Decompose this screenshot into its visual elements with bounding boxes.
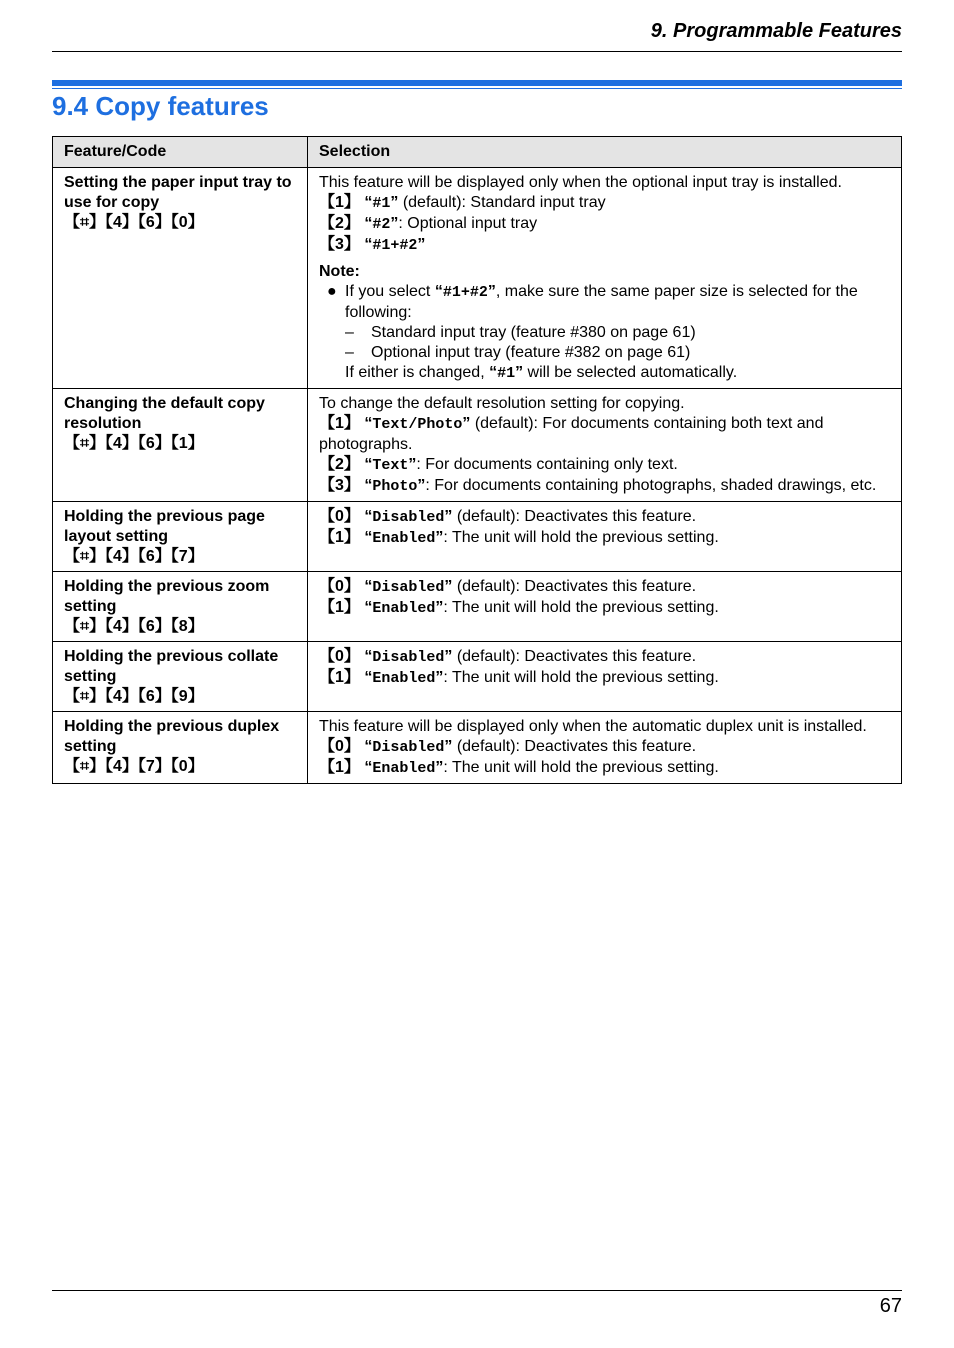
note-tail xyxy=(345,363,891,384)
option-desc: : The unit will hold the previous setting. xyxy=(443,759,719,776)
quote-close: ” xyxy=(390,194,399,211)
option-desc: : Optional input tray xyxy=(398,215,538,232)
column-header-selection: Selection xyxy=(308,137,902,168)
tail-pre: If either is changed, xyxy=(345,364,490,381)
quote-close: ” xyxy=(444,738,453,755)
option-key: 【0】 xyxy=(319,578,360,595)
quote-open: “ xyxy=(364,236,373,253)
option-key: 【0】 xyxy=(319,738,360,755)
option-value: #1+#2 xyxy=(372,237,418,254)
option-line xyxy=(319,414,891,455)
option-value: Disabled xyxy=(372,579,445,596)
option-desc: (default): Standard input tray xyxy=(398,194,606,211)
selection-cell xyxy=(308,168,902,389)
quote-close: ” xyxy=(435,669,444,686)
table-header-row xyxy=(53,137,902,168)
option-key: 【1】 xyxy=(319,529,360,546)
page-number: 67 xyxy=(879,1295,902,1317)
feature-code: 【⌗】【4】【7】【0】 xyxy=(64,758,204,775)
option-desc: (default): Deactivates this feature. xyxy=(452,508,697,525)
option-desc: (default): For documents containing both text and photographs. xyxy=(319,415,824,453)
feature-code: 【⌗】【4】【6】【0】 xyxy=(64,214,204,231)
table-row xyxy=(53,712,902,784)
option-key: 【0】 xyxy=(319,508,360,525)
option-line xyxy=(319,455,891,476)
option-value: #1 xyxy=(372,195,391,212)
quote-open: “ xyxy=(364,599,373,616)
table-row xyxy=(53,502,902,572)
note-bullet xyxy=(319,282,891,384)
option-desc: (default): Deactivates this feature. xyxy=(452,648,697,665)
option-line xyxy=(319,598,891,619)
dash-text: Standard input tray (feature #380 on page 61) xyxy=(371,324,696,341)
quote-close: ” xyxy=(435,599,444,616)
quote-open: “ xyxy=(364,738,373,755)
quote-open: “ xyxy=(364,415,373,432)
copy-features-table xyxy=(52,136,902,784)
option-desc: : For documents containing photographs, shaded drawings, etc. xyxy=(425,477,877,494)
option-value: Photo xyxy=(372,478,418,495)
option-value: Text/Photo xyxy=(372,416,463,433)
option-line xyxy=(319,577,891,598)
quote-open: “ xyxy=(364,578,373,595)
table-row xyxy=(53,572,902,642)
selection-cell xyxy=(308,572,902,642)
option-key: 【3】 xyxy=(319,236,360,253)
feature-name: Holding the previous collate setting xyxy=(64,648,279,685)
option-line xyxy=(319,193,891,214)
quote-open: “ xyxy=(489,364,498,381)
quote-open: “ xyxy=(364,477,373,494)
option-key: 【1】 xyxy=(319,759,360,776)
quote-open: “ xyxy=(364,508,373,525)
feature-cell xyxy=(53,502,308,572)
option-key: 【2】 xyxy=(319,456,360,473)
dash-item xyxy=(345,343,891,363)
table-row xyxy=(53,642,902,712)
option-line xyxy=(319,737,891,758)
bullet-text-post: , make sure the same paper size is selected for the following: xyxy=(345,283,858,321)
selection-cell xyxy=(308,712,902,784)
quote-close: ” xyxy=(462,415,471,432)
selection-cell xyxy=(308,502,902,572)
quote-close: ” xyxy=(417,477,426,494)
option-line xyxy=(319,758,891,779)
chapter-title: 9. Programmable Features xyxy=(650,20,902,42)
option-line xyxy=(319,647,891,668)
option-key: 【1】 xyxy=(319,194,360,211)
option-value: Enabled xyxy=(372,760,436,777)
quote-close: ” xyxy=(435,759,444,776)
dash-icon: – xyxy=(345,344,354,361)
option-key: 【0】 xyxy=(319,648,360,665)
option-desc: (default): Deactivates this feature. xyxy=(452,578,697,595)
feature-cell xyxy=(53,572,308,642)
dash-item xyxy=(345,323,891,343)
quote-open: “ xyxy=(434,283,443,300)
feature-code: 【⌗】【4】【6】【9】 xyxy=(64,688,204,705)
quote-close: ” xyxy=(435,529,444,546)
selection-cell xyxy=(308,389,902,502)
option-value: Enabled xyxy=(372,530,436,547)
quote-close: ” xyxy=(515,364,524,381)
quote-open: “ xyxy=(364,669,373,686)
table-row xyxy=(53,168,902,389)
quote-close: ” xyxy=(417,236,426,253)
quote-close: ” xyxy=(390,215,399,232)
quote-close: ” xyxy=(444,648,453,665)
column-header-feature: Feature/Code xyxy=(53,137,308,168)
option-desc: : The unit will hold the previous setting. xyxy=(443,669,719,686)
feature-cell xyxy=(53,389,308,502)
tail-value: #1 xyxy=(497,365,516,382)
quote-open: “ xyxy=(364,194,373,211)
quote-open: “ xyxy=(364,456,373,473)
option-line xyxy=(319,668,891,689)
option-desc: : For documents containing only text. xyxy=(416,456,678,473)
feature-cell xyxy=(53,168,308,389)
feature-name: Holding the previous duplex setting xyxy=(64,718,280,755)
option-value: Disabled xyxy=(372,739,445,756)
option-line xyxy=(319,235,891,256)
bullet-text-pre: If you select xyxy=(345,283,435,300)
feature-code: 【⌗】【4】【6】【8】 xyxy=(64,618,204,635)
feature-code: 【⌗】【4】【6】【7】 xyxy=(64,548,204,565)
quote-open: “ xyxy=(364,529,373,546)
option-value: Disabled xyxy=(372,649,445,666)
feature-code: 【⌗】【4】【6】【1】 xyxy=(64,435,204,452)
dash-icon: – xyxy=(345,324,354,341)
intro-text: To change the default resolution setting for copying. xyxy=(319,395,685,412)
option-desc: : The unit will hold the previous setting. xyxy=(443,599,719,616)
option-value: Text xyxy=(372,457,409,474)
feature-cell xyxy=(53,712,308,784)
quote-close: ” xyxy=(444,578,453,595)
feature-name: Setting the paper input tray to use for copy xyxy=(64,174,292,211)
header-divider xyxy=(52,51,902,52)
option-desc: (default): Deactivates this feature. xyxy=(452,738,697,755)
feature-name: Holding the previous zoom setting xyxy=(64,578,270,615)
feature-name: Changing the default copy resolution xyxy=(64,395,265,432)
option-key: 【3】 xyxy=(319,477,360,494)
option-value: Disabled xyxy=(372,509,445,526)
option-key: 【1】 xyxy=(319,599,360,616)
tail-post: will be selected automatically. xyxy=(523,364,738,381)
bullet-icon: ● xyxy=(327,283,337,300)
option-value: #2 xyxy=(372,216,391,233)
quote-close: ” xyxy=(444,508,453,525)
option-desc: : The unit will hold the previous setting. xyxy=(443,529,719,546)
option-key: 【1】 xyxy=(319,669,360,686)
feature-name: Holding the previous page layout setting xyxy=(64,508,265,545)
bullet-value: #1+#2 xyxy=(442,284,488,301)
option-line xyxy=(319,507,891,528)
intro-text: This feature will be displayed only when the optional input tray is installed. xyxy=(319,174,842,191)
option-key: 【1】 xyxy=(319,415,360,432)
option-key: 【2】 xyxy=(319,215,360,232)
option-line xyxy=(319,214,891,235)
option-value: Enabled xyxy=(372,670,436,687)
quote-open: “ xyxy=(364,759,373,776)
section-bar xyxy=(52,80,902,86)
quote-close: ” xyxy=(408,456,417,473)
note-label: Note: xyxy=(319,263,360,280)
selection-cell xyxy=(308,642,902,712)
intro-text: This feature will be displayed only when the automatic duplex unit is installed. xyxy=(319,718,867,735)
option-value: Enabled xyxy=(372,600,436,617)
section-title: 9.4 Copy features xyxy=(52,91,269,121)
feature-cell xyxy=(53,642,308,712)
quote-open: “ xyxy=(364,648,373,665)
option-line xyxy=(319,528,891,549)
quote-open: “ xyxy=(364,215,373,232)
option-line xyxy=(319,476,891,497)
footer-divider xyxy=(52,1290,902,1291)
table-row xyxy=(53,389,902,502)
quote-close: ” xyxy=(487,283,496,300)
section-bar-thin xyxy=(52,88,902,89)
dash-text: Optional input tray (feature #382 on page 61) xyxy=(371,344,691,361)
